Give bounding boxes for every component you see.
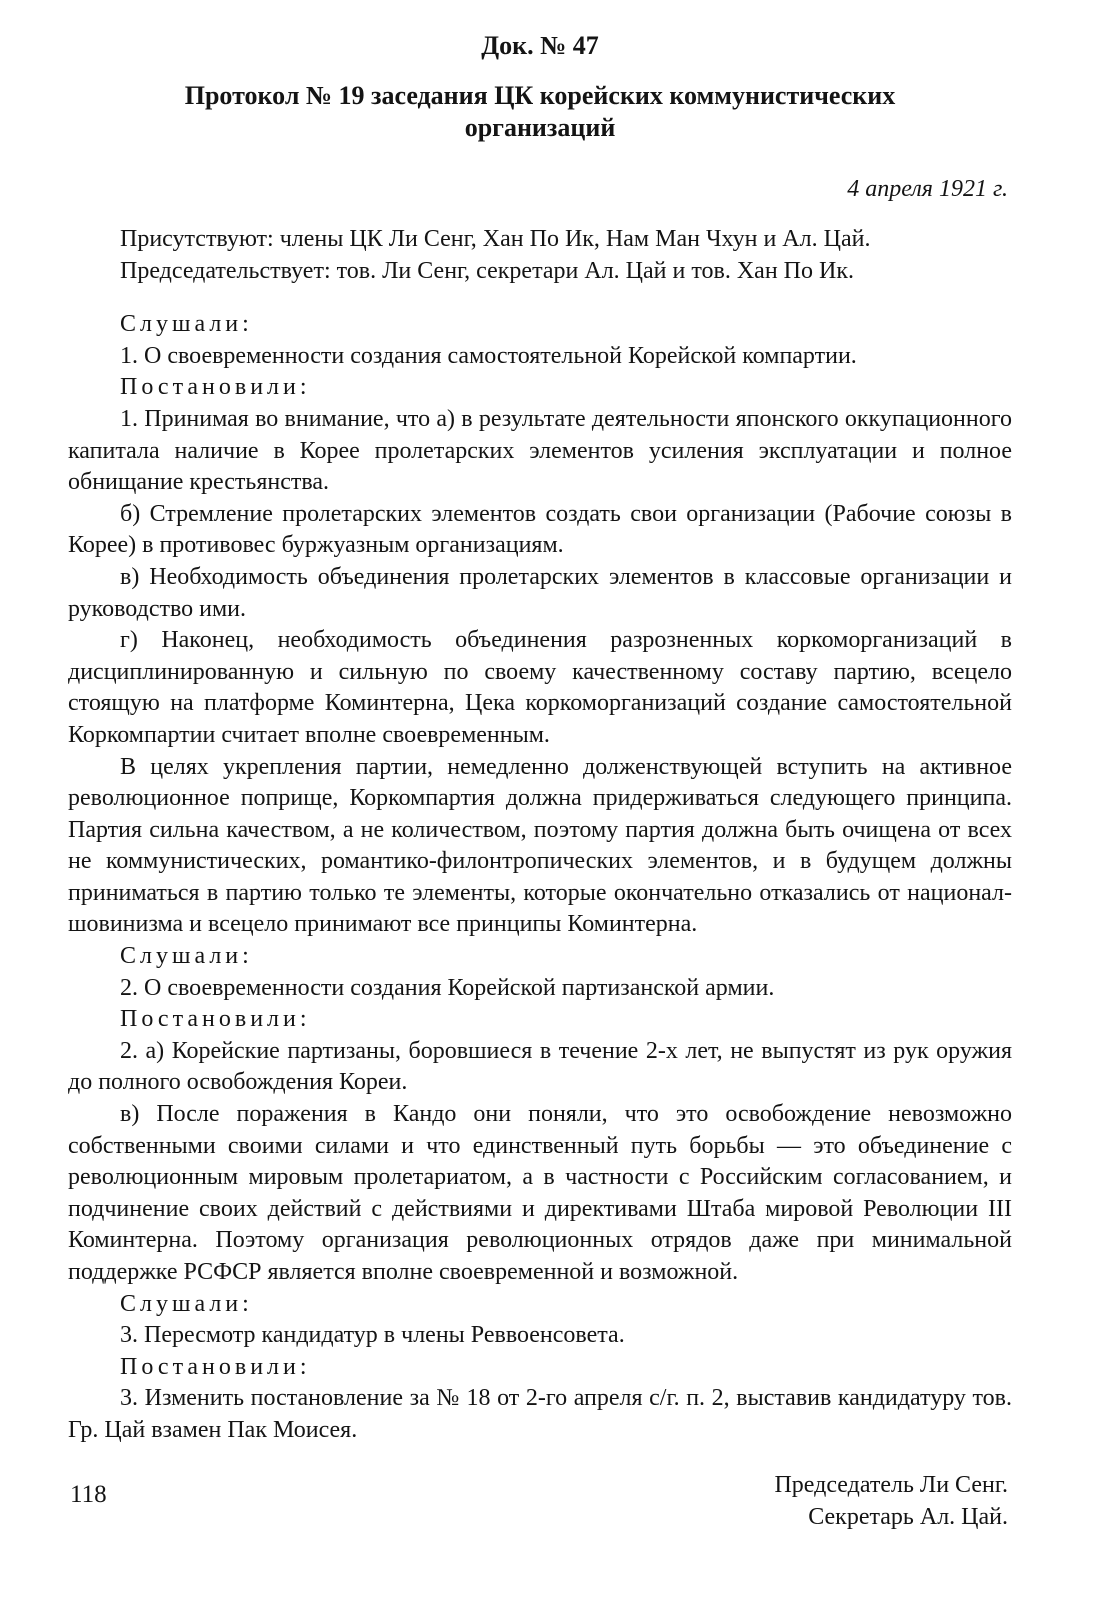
secretary-signature: Секретарь Ал. Цай.	[808, 1503, 1008, 1530]
item-1-heard: 1. О своевременности создания самостоятельной Корейской компартии.	[120, 342, 857, 369]
item-1-resolved-principle: В целях укрепления партии, немедленно долженствующей вступить на активное революционное поприще, Коркомпартия должна придерживаться следующего принципа. Партия сильна качеством, а не количеством, поэтому партия должна быть очищена от всех не коммунистических, романтико-филонтропических элементов, и в будущем должны приниматься в партию только те элементы, которые окончательно отказались от национал-шовинизма и всецело принимают все принципы Коминтерна.	[68, 753, 1012, 938]
heard-heading: Слушали:	[120, 943, 253, 970]
item-2-resolved-a: 2. а) Корейские партизаны, боровшиеся в течение 2-х лет, не выпустят из рук оружия до полного освобождения Кореи.	[68, 1037, 1012, 1096]
item-3-resolved: 3. Изменить постановление за № 18 от 2-го апреля с/г. п. 2, выставив кандидатуру тов. Гр. Цай взамен Пак Моисея.	[68, 1385, 1012, 1443]
heard-heading: Слушали:	[120, 311, 253, 338]
attendees-line: Присутствуют: члены ЦК Ли Сенг, Хан По Ик, Нам Ман Чхун и Ал. Цай.	[120, 226, 871, 252]
resolved-heading: Постановили:	[120, 374, 311, 401]
resolved-heading: Постановили:	[120, 1353, 311, 1380]
item-2-resolved-b: в) После поражения в Кандо они поняли, что это освобождение невозможно собственными своими силами и что единственный путь борьбы — это объединение с революционным мировым пролетариатом, а в частности с Российским согласованием, и подчинение своих действий с действиями и директивами Штаба мировой Революции III Коминтерна. Поэтому организация революционных отрядов даже при минимальной поддержке РСФСР является вполне своевременной и возможной.	[68, 1101, 1012, 1285]
chairman-signature: Председатель Ли Сенг.	[774, 1471, 1008, 1498]
item-1-resolved-a: 1. Принимая во внимание, что а) в результате деятельности японского оккупационного капитала наличие в Корее пролетарских элементов усиления эксплуатации и полное обнищание крестьянства.	[68, 405, 1012, 496]
document-body	[68, 224, 1012, 1447]
item-1-resolved-d: г) Наконец, необходимость объединения разрозненных коркоморганизаций в дисциплинированную и сильную по своему качественному составу партию, всецело стоящую на платформе Коминтерна, Цека коркоморганизаций создание самостоятельной Коркомпартии считает вполне своевременным.	[68, 627, 1012, 748]
item-1-resolved-c: в) Необходимость объединения пролетарских элементов в классовые организации и руководство ими.	[68, 563, 1012, 622]
document-page	[68, 18, 1012, 1533]
chair-line: Председательствует: тов. Ли Сенг, секретари Ал. Цай и тов. Хан По Ик.	[120, 257, 854, 284]
item-1-resolved-b: б) Стремление пролетарских элементов создать свои организации (Рабочие союзы в Корее) в противовес буржуазным организациям.	[68, 500, 1012, 559]
document-title: Протокол № 19 заседания ЦК корейских коммунистических организаций	[184, 81, 896, 142]
signature-block	[68, 1469, 1012, 1533]
item-2-heard: 2. О своевременности создания Корейской партизанской армии.	[120, 974, 775, 1001]
heard-heading: Слушали:	[120, 1290, 253, 1317]
document-date: 4 апреля 1921 г.	[847, 176, 1008, 202]
page-number: 118	[70, 1481, 107, 1508]
item-3-heard: 3. Пересмотр кандидатур в члены Реввоенсовета.	[120, 1322, 625, 1349]
spacer	[68, 287, 1012, 309]
document-number: Док. № 47	[481, 31, 599, 60]
resolved-heading: Постановили:	[120, 1006, 311, 1033]
